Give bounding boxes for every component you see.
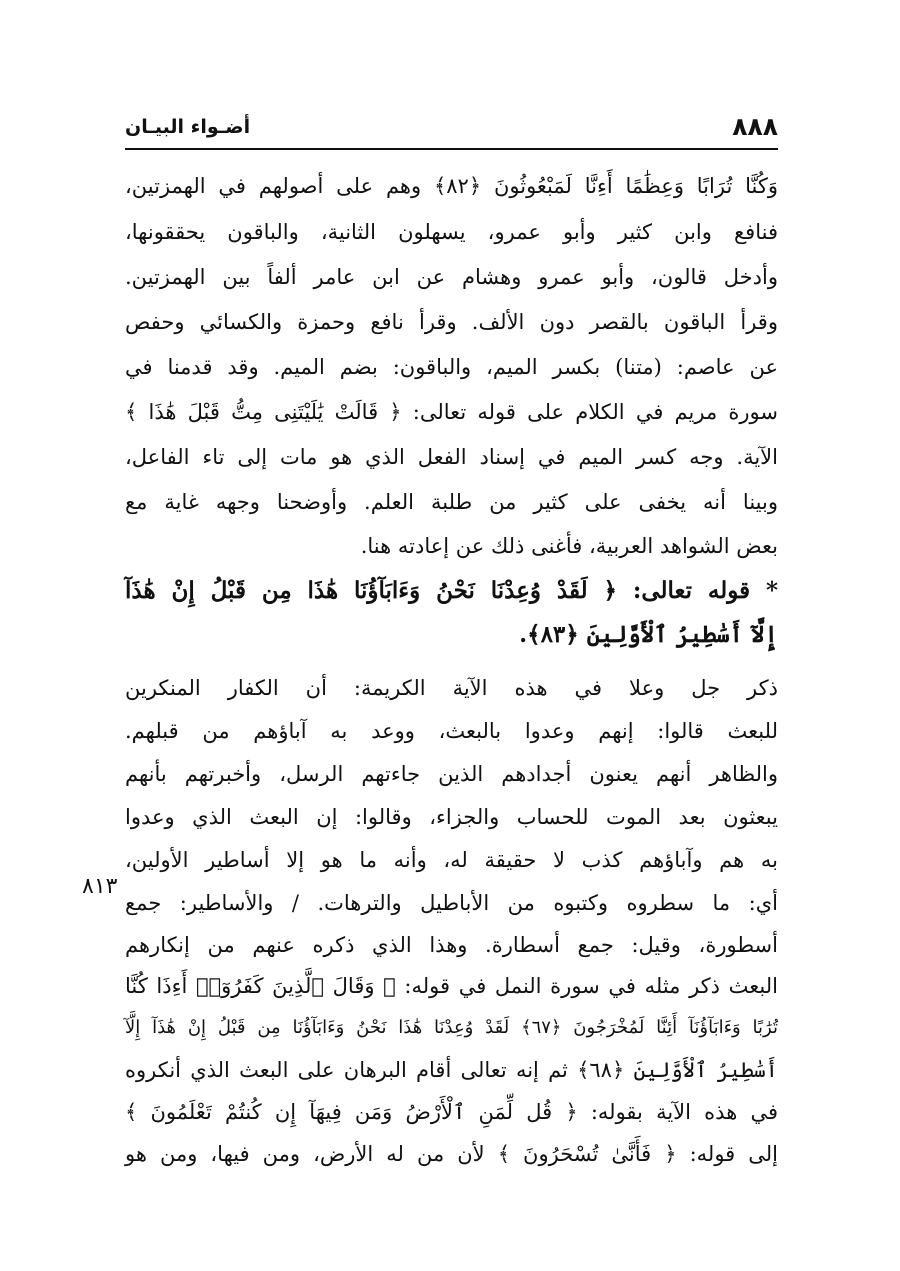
text-line: فنافع وابن كثير وأبو عمرو، يسهلون الثانية، والباقون يحققونها، <box>125 220 778 244</box>
text-line: للبعث قالوا: إنهم وعدوا بالبعث، ووعد به آباؤهم من قبلهم. <box>125 719 778 743</box>
verse-heading-line: * قوله تعالى: ﴿ لَقَدْ وُعِدْنَا نَحْنُ وَءَابَآؤُنَا هَٰذَا مِن قَبْلُ إِنْ هَٰذَآ <box>125 577 778 604</box>
text-line: في هذه الآية بقوله: ﴿ قُل لِّمَنِ ٱلْأَرْضُ وَمَن فِيهَآ إِن كُنتُمْ تَعْلَمُونَ ﴾ <box>125 1100 778 1124</box>
text-line: والظاهر أنهم يعنون أجدادهم الذين جاءتهم الرسل، وأخبرتهم بأنهم <box>125 762 778 786</box>
text-line: الآية. وجه كسر الميم في إسناد الفعل الذي هو مات إلى تاء الفاعل، <box>125 445 778 469</box>
text-line: وأدخل قالون، وأبو عمرو وهشام عن ابن عامر ألفاً بين الهمزتين. <box>125 265 778 289</box>
text-line: وبينا أنه يخفى على كثير من طلبة العلم. وأوضحنا وجهه غاية مع <box>125 490 778 514</box>
text-line: ذكر جل وعلا في هذه الآية الكريمة: أن الكفار المنكرين <box>125 676 778 700</box>
text-line: يبعثون بعد الموت للحساب والجزاء، وقالوا: إن البعث الذي وعدوا <box>125 805 778 829</box>
text-line: أي: ما سطروه وكتبوه من الأباطيل والترهات. / والأساطير: جمع <box>125 891 778 915</box>
text-line: أسطورة، وقيل: جمع أسطارة. وهذا الذي ذكره عنهم من إنكارهم <box>125 933 778 957</box>
running-title: أضـواء البيـان <box>125 116 251 138</box>
text-line: عن عاصم: (متنا) بكسر الميم، والباقون: بضم الميم. وقد قدمنا في <box>125 355 778 379</box>
text-line: أَسَٰطِيرُ ٱلْأَوَّلِينَ ﴿٦٨﴾ ثم إنه تعالى أقام البرهان على البعث الذي أنكروه <box>125 1058 778 1082</box>
page-number: ٨٨٨ <box>732 112 778 141</box>
text-line: البعث ذكر مثله في سورة النمل في قوله: ﴿ وَقَالَ ٱلَّذِينَ كَفَرُوٓا۟ أَءِذَا كُنَّا <box>125 974 778 998</box>
text-line: وقرأ الباقون بالقصر دون الألف. وقرأ نافع وحمزة والكسائي وحفص <box>125 310 778 334</box>
text-line: إلى قوله: ﴿ فَأَنَّىٰ تُسْحَرُونَ ﴾ لأن من له الأرض، ومن فيها، ومن هو <box>125 1142 778 1166</box>
text-line: به هم وآباؤهم كذب لا حقيقة له، وأنه ما هو إلا أساطير الأولين، <box>125 848 778 872</box>
text-line: بعض الشواهد العربية، فأغنى ذلك عن إعادته هنا. <box>360 534 778 558</box>
verse-heading-line: إِلَّآ أَسَٰطِيرُ ٱلْأَوَّلِينَ ﴿٨٣﴾. <box>519 621 778 648</box>
page-header <box>125 110 778 150</box>
margin-page-reference: ٨١٣ <box>82 874 118 899</box>
text-line: سورة مريم في الكلام على قوله تعالى: ﴿ قَالَتْ يَٰلَيْتَنِى مِتُّ قَبْلَ هَٰذَا ﴾ <box>125 400 778 424</box>
text-line: تُرَٰبًا وَءَابَآؤُنَآ أَئِنَّا لَمُخْرَجُونَ ﴿٦٧﴾ لَقَدْ وُعِدْنَا هَٰذَا نَحْنُ وَءَابَآؤُنَا مِن قَبْلُ إِنْ هَٰذَآ إِلَّآ <box>125 1017 778 1038</box>
text-line: وَكُنَّا تُرَابًا وَعِظَٰمًا أَءِنَّا لَمَبْعُوثُونَ ﴿٨٢﴾ وهم على أصولهم في الهمزتين، <box>125 174 778 198</box>
